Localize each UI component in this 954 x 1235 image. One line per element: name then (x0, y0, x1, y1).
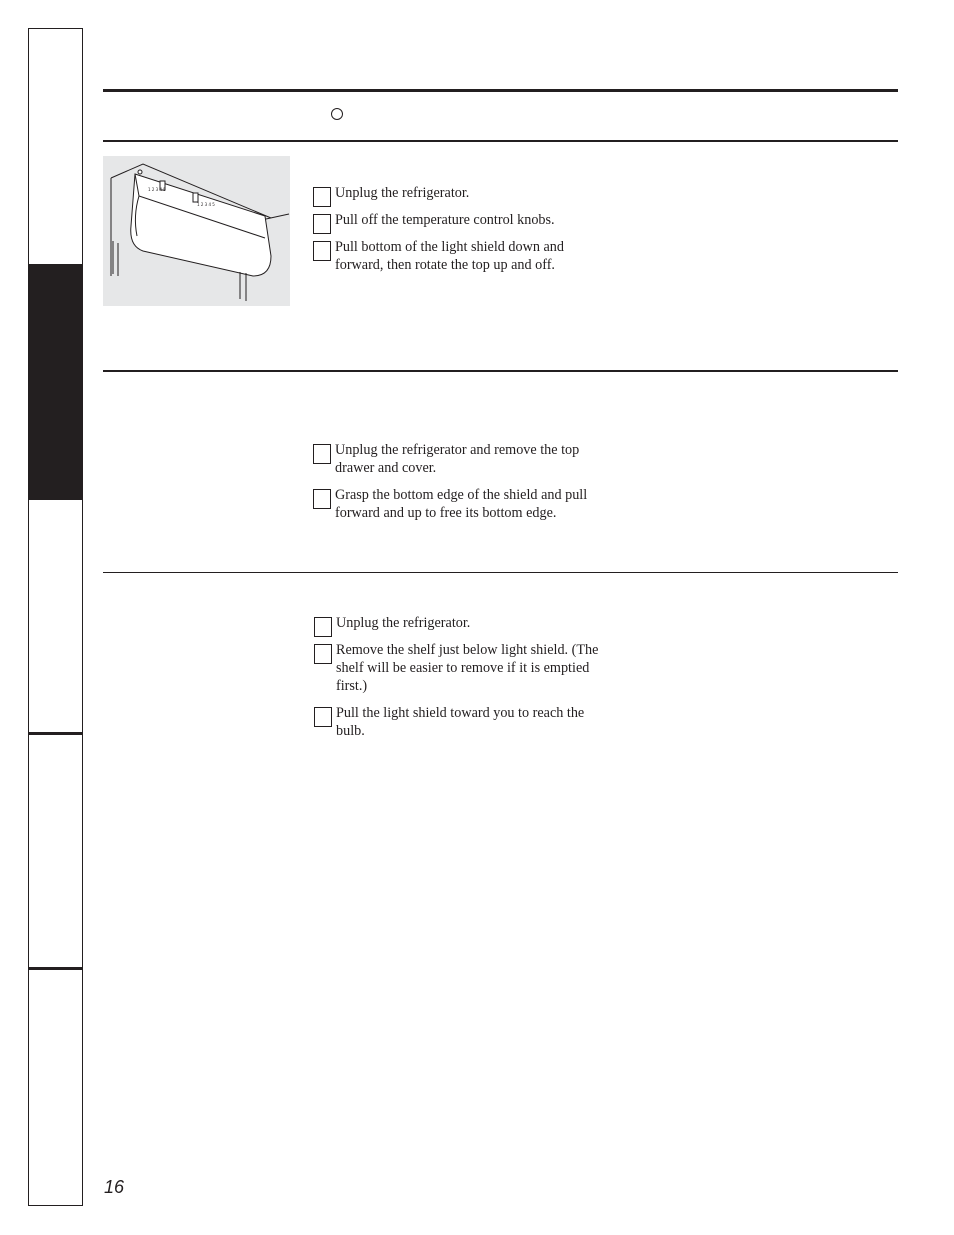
step-text: Unplug the refrigerator and remove the top drawer and cover. (335, 442, 580, 476)
step-number-box (313, 187, 331, 207)
step-number-box (314, 707, 332, 727)
light-shield-drawing (103, 156, 290, 306)
step-number-box (313, 241, 331, 261)
svg-text:1 2 3 4 5: 1 2 3 4 5 (197, 202, 215, 207)
step-number-box (314, 617, 332, 637)
section-tab-strip (28, 28, 83, 1206)
header-rule-top (103, 89, 898, 92)
step-number-box (313, 214, 331, 234)
step-text: Grasp the bottom edge of the shield and pull forward and up to free its bottom edge. (335, 487, 588, 521)
section-divider (103, 370, 898, 372)
step-text: Pull bottom of the light shield down and forward, then rotate the top up and off. (335, 239, 564, 273)
tab-divider (28, 732, 83, 735)
step-text: Unplug the refrigerator. (336, 615, 471, 631)
section-divider (103, 572, 898, 573)
step-text: Remove the shelf just below light shield. (The shelf will be easier to remove if it is emptied first.) (336, 642, 599, 694)
circle-icon (331, 108, 343, 120)
header-rule-bottom (103, 140, 898, 142)
step-number-box (313, 489, 331, 509)
step-text: Pull off the temperature control knobs. (335, 212, 555, 228)
step-text: Pull the light shield toward you to reach the bulb. (336, 705, 585, 739)
light-shield-illustration (103, 156, 290, 306)
step-number-box (313, 444, 331, 464)
step-text: Unplug the refrigerator. (335, 185, 470, 201)
page-number: 16 (104, 1177, 125, 1197)
tab-divider (28, 967, 83, 970)
step-number-box (314, 644, 332, 664)
svg-text:1 2 3 4 5: 1 2 3 4 5 (148, 187, 166, 192)
active-section-tab (28, 264, 83, 500)
